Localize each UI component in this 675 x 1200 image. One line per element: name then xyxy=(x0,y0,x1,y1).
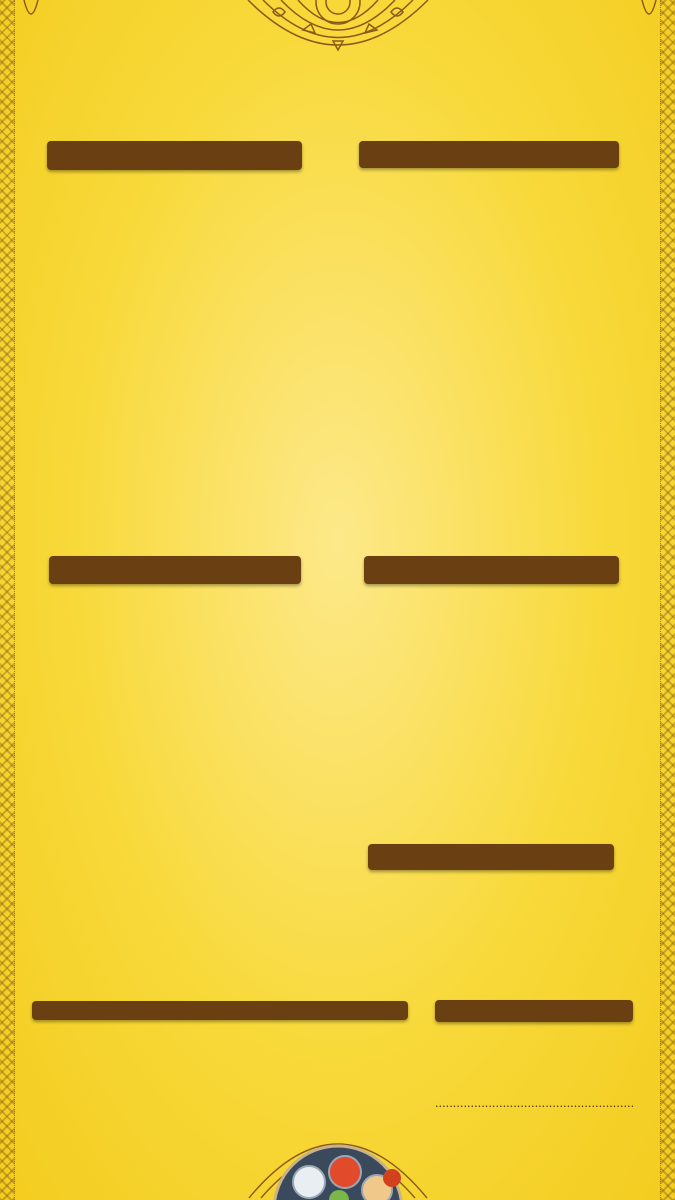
corner-ornament-icon xyxy=(22,0,40,30)
section-header-desserts xyxy=(435,1000,633,1022)
section-header-indian-breads xyxy=(49,556,301,584)
mandala-ornament-icon xyxy=(243,0,433,65)
right-paisley-border xyxy=(660,0,675,1200)
section-header-rice xyxy=(364,556,619,584)
corner-ornament-icon xyxy=(640,0,658,30)
section-header-non-veg-servings xyxy=(47,141,302,170)
thali-plate-image xyxy=(247,1120,429,1200)
dessert-vanilla-ice-cream xyxy=(435,1069,633,1113)
left-paisley-border xyxy=(0,0,15,1200)
section-header-clay-oven-appetizers xyxy=(32,1001,408,1020)
dessert-name xyxy=(435,1069,633,1088)
section-header-side-orders xyxy=(368,844,614,870)
section-header-non-veg-curry xyxy=(359,141,619,168)
